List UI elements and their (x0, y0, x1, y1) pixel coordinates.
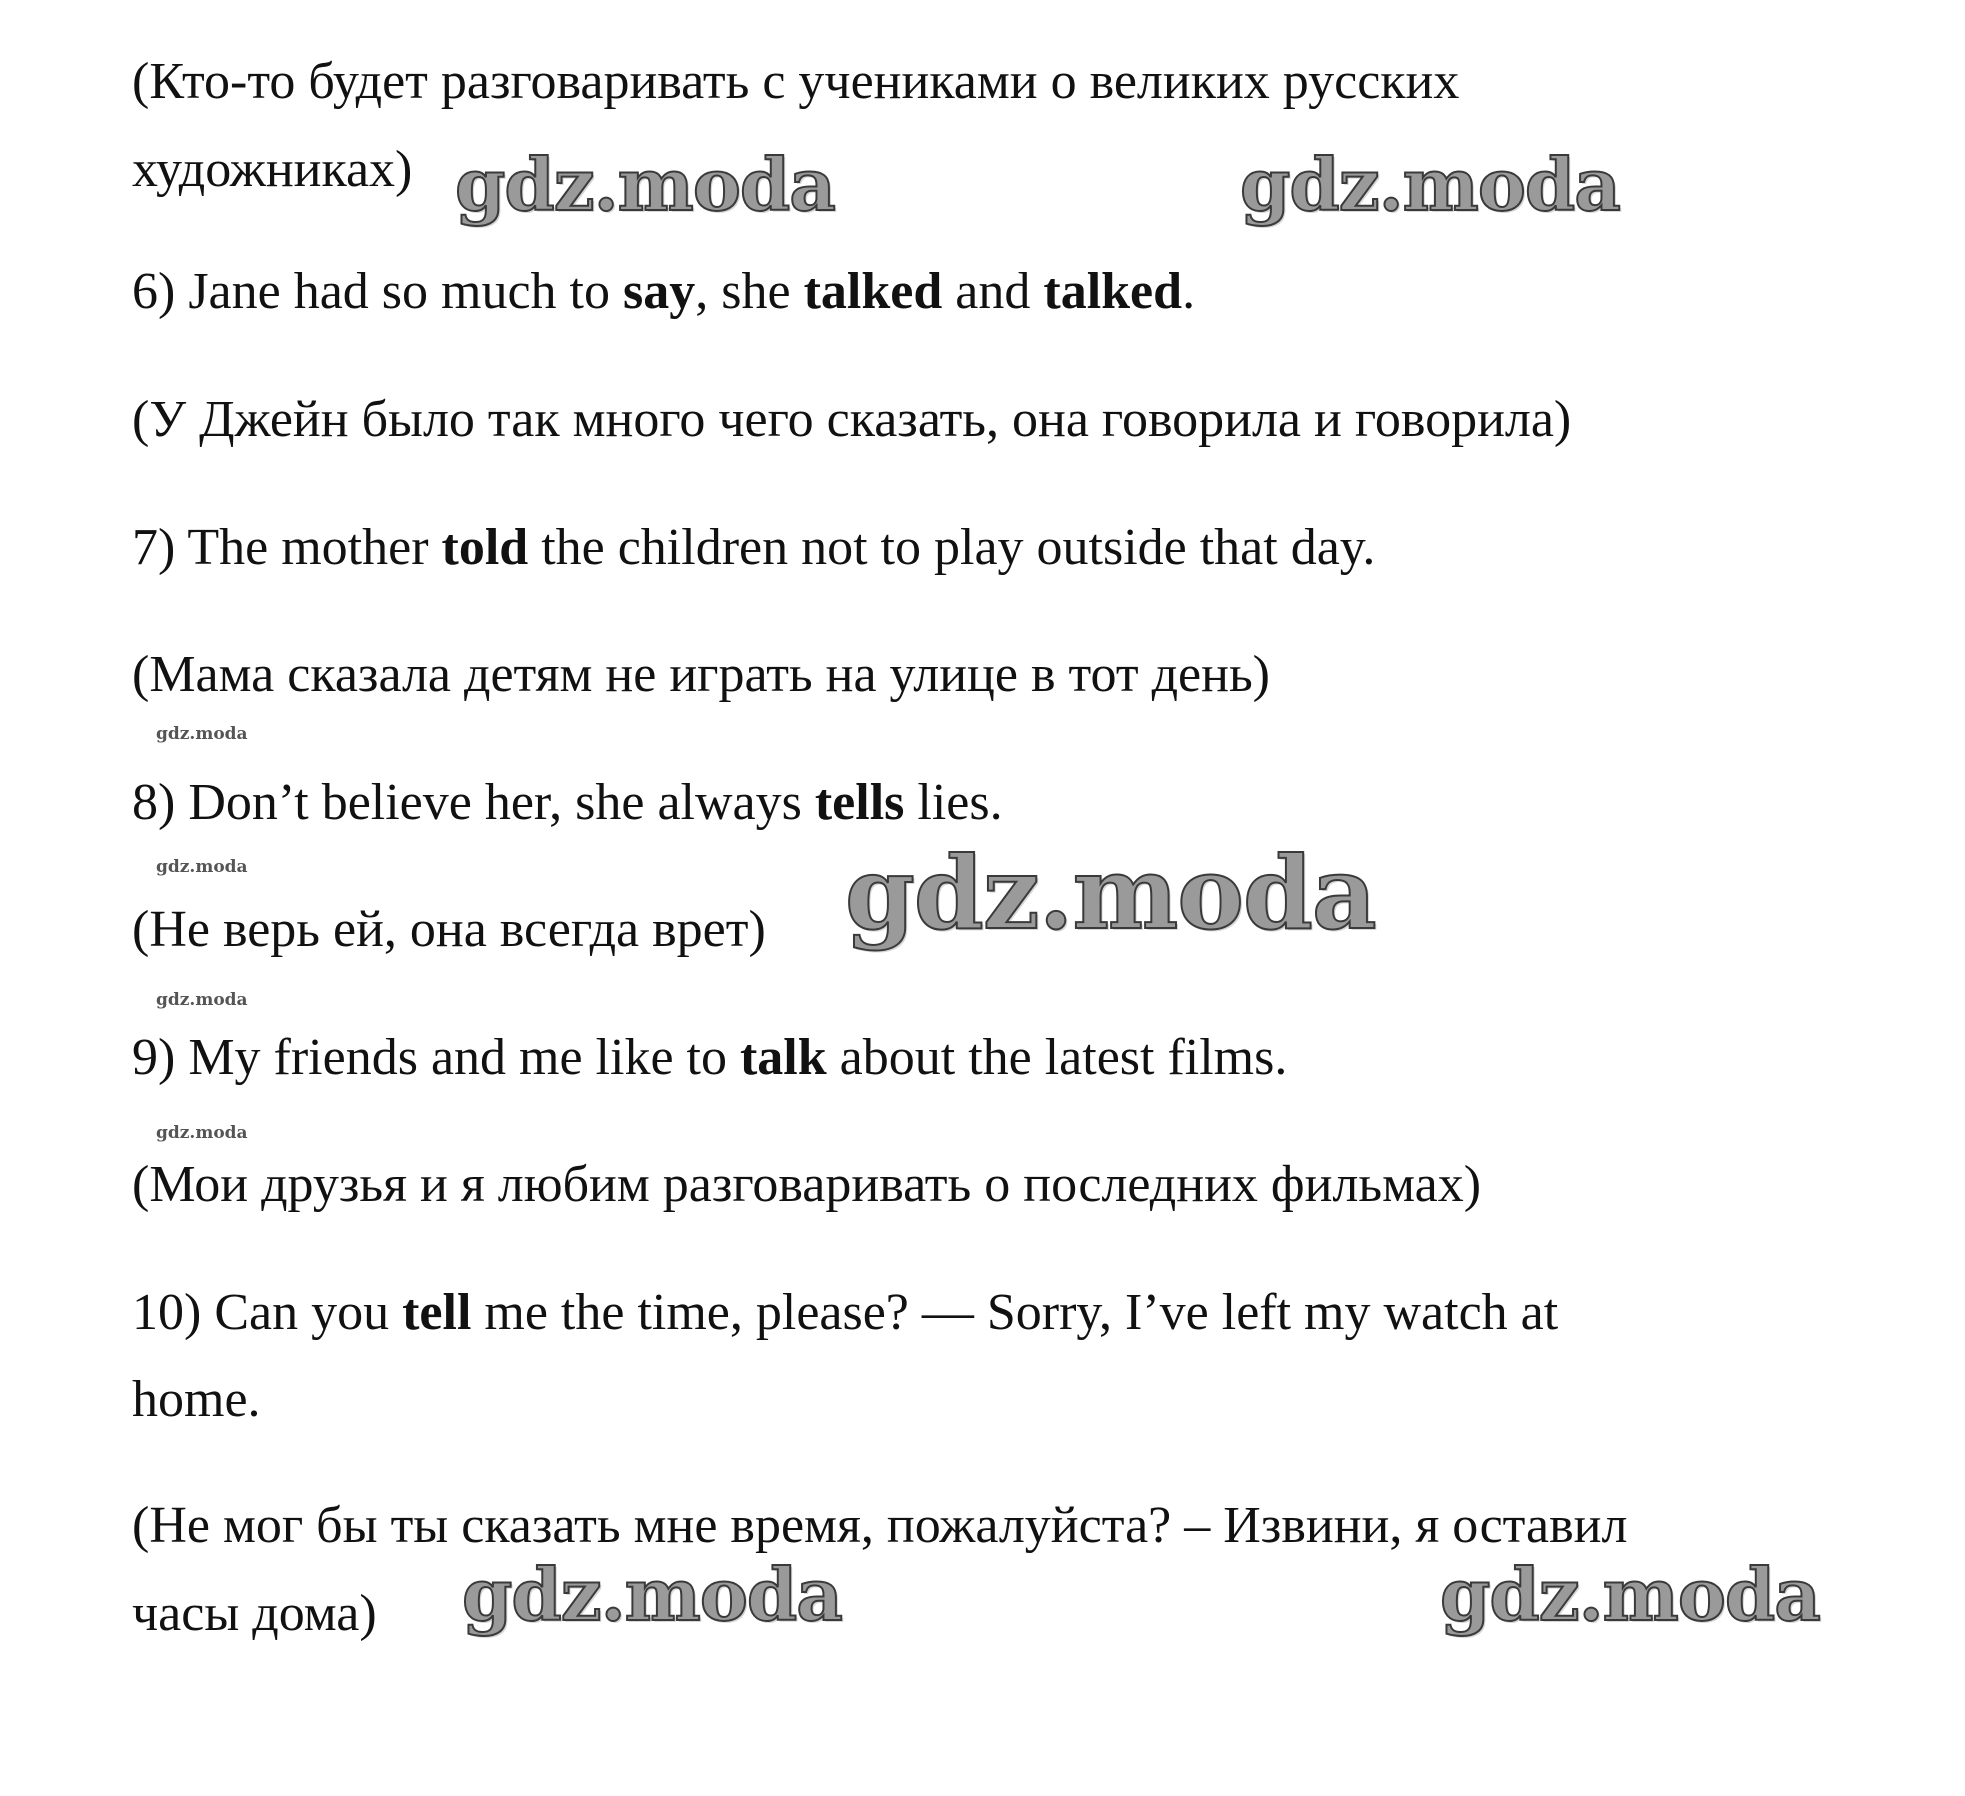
text-segment: . (1182, 263, 1196, 320)
text-segment: me the time, please? — Sorry, I’ve left my watch at (471, 1284, 1559, 1341)
text-segment: художниках) (132, 141, 413, 198)
watermark: gdz.moda (156, 724, 248, 744)
text-line (132, 1584, 377, 1644)
watermark: gdz.moda (1240, 142, 1620, 227)
text-segment: about the latest films. (826, 1029, 1288, 1086)
bold-word: talked (803, 263, 943, 320)
text-line (132, 390, 1571, 450)
text-line (132, 1496, 1627, 1556)
text-segment: (Не мог бы ты сказать мне время, пожалуйста? – Извини, я оставил (132, 1497, 1628, 1554)
watermark: gdz.moda (455, 142, 835, 227)
text-line (132, 1370, 261, 1430)
bold-word: talk (739, 1029, 827, 1086)
text-line (132, 1283, 1558, 1343)
text-segment: 10) Can you (132, 1284, 403, 1341)
text-line (132, 518, 1375, 578)
text-line (132, 1028, 1287, 1088)
bold-word: say (623, 263, 696, 320)
text-segment: часы дома) (132, 1585, 377, 1642)
text-segment: , she (695, 263, 804, 320)
watermark: gdz.moda (156, 990, 248, 1010)
text-segment: home. (132, 1371, 261, 1428)
text-line (132, 900, 766, 960)
text-segment: (У Джейн было так много чего сказать, она говорила и говорила) (132, 391, 1572, 448)
text-line (132, 773, 1003, 833)
text-line (132, 645, 1270, 705)
watermark: gdz.moda (156, 857, 248, 877)
text-segment: 8) Don’t believe her, she always (132, 774, 815, 831)
text-line (132, 52, 1459, 112)
text-segment: (Не верь ей, она всегда врет) (132, 901, 766, 958)
text-segment: 7) The mother (132, 519, 442, 576)
text-segment: 9) My friends and me like to (132, 1029, 740, 1086)
watermark: gdz.moda (845, 834, 1376, 952)
bold-word: told (441, 519, 529, 576)
watermark: gdz.moda (462, 1552, 842, 1637)
text-line (132, 262, 1195, 322)
text-segment: (Мама сказала детям не играть на улице в тот день) (132, 646, 1270, 703)
text-segment: the children not to play outside that day. (528, 519, 1376, 576)
text-segment: and (942, 263, 1044, 320)
text-segment: 6) Jane had so much to (132, 263, 624, 320)
text-line (132, 1155, 1481, 1215)
text-line (132, 140, 412, 200)
watermark: gdz.moda (156, 1123, 248, 1143)
watermark: gdz.moda (1440, 1552, 1820, 1637)
bold-word: tells (814, 774, 905, 831)
text-segment: lies. (904, 774, 1003, 831)
bold-word: talked (1043, 263, 1183, 320)
text-segment: (Мои друзья и я любим разговаривать о последних фильмах) (132, 1156, 1482, 1213)
text-segment: (Кто-то будет разговаривать с учениками о великих русских (132, 53, 1460, 110)
bold-word: tell (402, 1284, 472, 1341)
